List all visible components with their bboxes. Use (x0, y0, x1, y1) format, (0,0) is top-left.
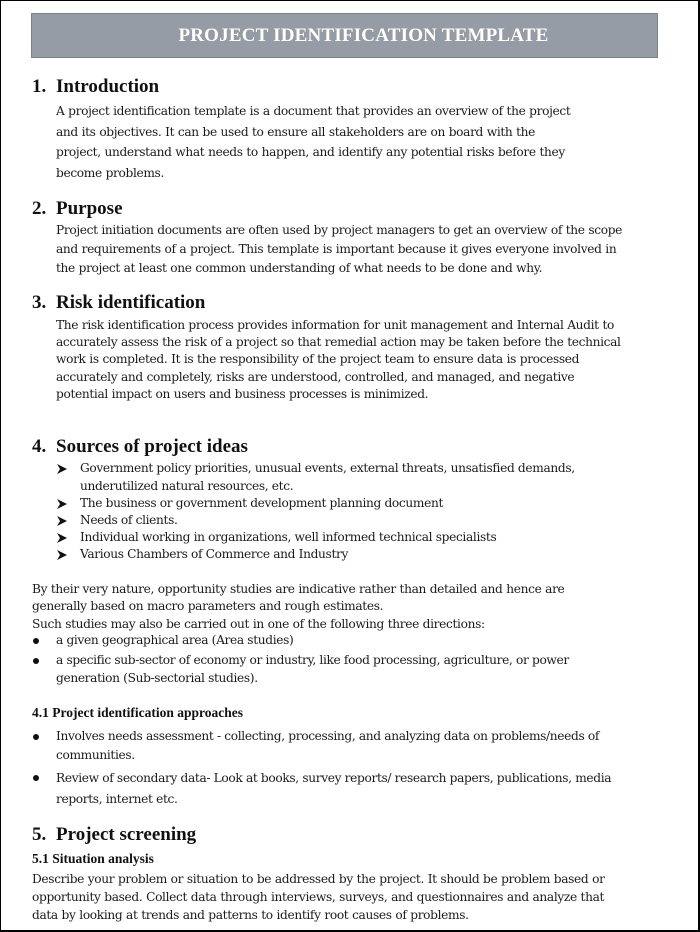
list-item (56, 768, 611, 810)
text-line: and its objectives. It can be used to ensure all stakeholders are on board with the (56, 124, 536, 139)
list-item (80, 495, 443, 513)
text-line: Needs of clients. (80, 513, 178, 527)
text-line: opportunity based. Collect data through interviews, surveys, and questionnaires and analyze that (32, 890, 605, 904)
purpose-paragraph (56, 221, 622, 278)
heading-number: 1. (32, 76, 47, 97)
text-line: Such studies may also be carried out in one of the following three directions: (32, 616, 485, 631)
list-item (56, 727, 599, 765)
heading-number: 5. (32, 824, 47, 845)
text-line: work is completed. It is the responsibility of the project team to ensure data is processed (56, 352, 580, 367)
situation-analysis-paragraph (32, 870, 605, 924)
heading-project-screening (32, 824, 196, 846)
heading-sources-of-project-ideas (32, 436, 248, 458)
text-line: generation (Sub-sectorial studies). (56, 670, 258, 685)
text-line: Describe your problem or situation to be addressed by the project. It should be problem based or (32, 872, 605, 886)
document-title: PROJECT IDENTIFICATION TEMPLATE (178, 24, 549, 46)
bullet-dot-icon (33, 734, 39, 740)
text-line: Individual working in organizations, well informed technical specialists (80, 530, 497, 544)
bullet-dot-icon (33, 638, 39, 644)
heading-identification-approaches: 4.1 Project identification approaches (32, 705, 243, 720)
text-line: and requirements of a project. This template is important because it gives everyone involved in (56, 242, 617, 256)
text-line: reports, internet etc. (56, 792, 178, 806)
heading-number: 4. (32, 436, 47, 457)
text-line: accurately assess the risk of a project so that remedial action may be taken before the technical (56, 335, 621, 350)
heading-text: Introduction (56, 76, 160, 97)
text-line: Involves needs assessment - collecting, processing, and analyzing data on problems/needs of (56, 729, 600, 743)
text-line: The business or government development planning document (80, 496, 444, 510)
text-line: communities. (56, 748, 135, 762)
list-item (56, 632, 293, 650)
heading-number: 2. (32, 198, 47, 219)
text-line: potential impact on users and business processes is minimized. (56, 386, 429, 401)
list-item (80, 460, 575, 495)
text-line: Review of secondary data- Look at books, survey reports/ research papers, publications, media (56, 771, 612, 785)
text-line: a given geographical area (Area studies) (56, 633, 294, 647)
arrow-bullet-icon (56, 532, 68, 544)
introduction-paragraph (56, 101, 570, 183)
text-line: generally based on macro parameters and rough estimates. (32, 599, 384, 614)
text-line: accurately and completely, risks are understood, controlled, and managed, and negative (56, 369, 575, 384)
arrow-bullet-icon (56, 498, 68, 510)
heading-introduction (32, 76, 159, 98)
text-line: data by looking at trends and patterns to identify root causes of problems. (32, 908, 469, 922)
text-line: a specific sub-sector of economy or industry, like food processing, agriculture, or power (56, 653, 569, 667)
list-item (56, 652, 569, 687)
text-line: the project at least one common understanding of what needs to be done and why. (56, 261, 543, 275)
text-line: underutilized natural resources, etc. (80, 478, 294, 493)
text-line: project, understand what needs to happen, and identify any potential risks before they (56, 145, 565, 159)
heading-number: 3. (32, 292, 47, 313)
bullet-dot-icon (33, 775, 39, 781)
heading-purpose (32, 198, 123, 220)
list-item (80, 546, 348, 564)
text-line: By their very nature, opportunity studies are indicative rather than detailed and hence are (32, 582, 565, 596)
heading-text: Sources of project ideas (56, 436, 248, 457)
arrow-bullet-icon (56, 515, 68, 527)
heading-text: Project screening (56, 824, 197, 845)
list-item (80, 529, 496, 547)
risk-paragraph (56, 317, 621, 403)
bullet-dot-icon (33, 658, 39, 664)
arrow-bullet-icon (56, 463, 68, 475)
text-line: A project identification template is a document that provides an overview of the project (56, 104, 571, 118)
heading-text: Risk identification (56, 292, 206, 313)
title-banner (31, 13, 658, 58)
text-line: become problems. (56, 165, 164, 180)
arrow-bullet-icon (56, 549, 68, 561)
heading-situation-analysis: 5.1 Situation analysis (32, 851, 154, 866)
text-line: Project initiation documents are often used by project managers to get an overview of the scope (56, 223, 623, 237)
heading-risk-identification (32, 292, 205, 314)
text-line: The risk identification process provides information for unit management and Internal Audit to (56, 318, 614, 332)
text-line: Government policy priorities, unusual events, external threats, unsatisfied demands, (80, 461, 575, 475)
heading-text: Purpose (56, 198, 123, 219)
list-item (80, 512, 178, 530)
text-line: Various Chambers of Commerce and Industry (80, 547, 349, 561)
opportunity-studies-paragraph (32, 581, 564, 633)
